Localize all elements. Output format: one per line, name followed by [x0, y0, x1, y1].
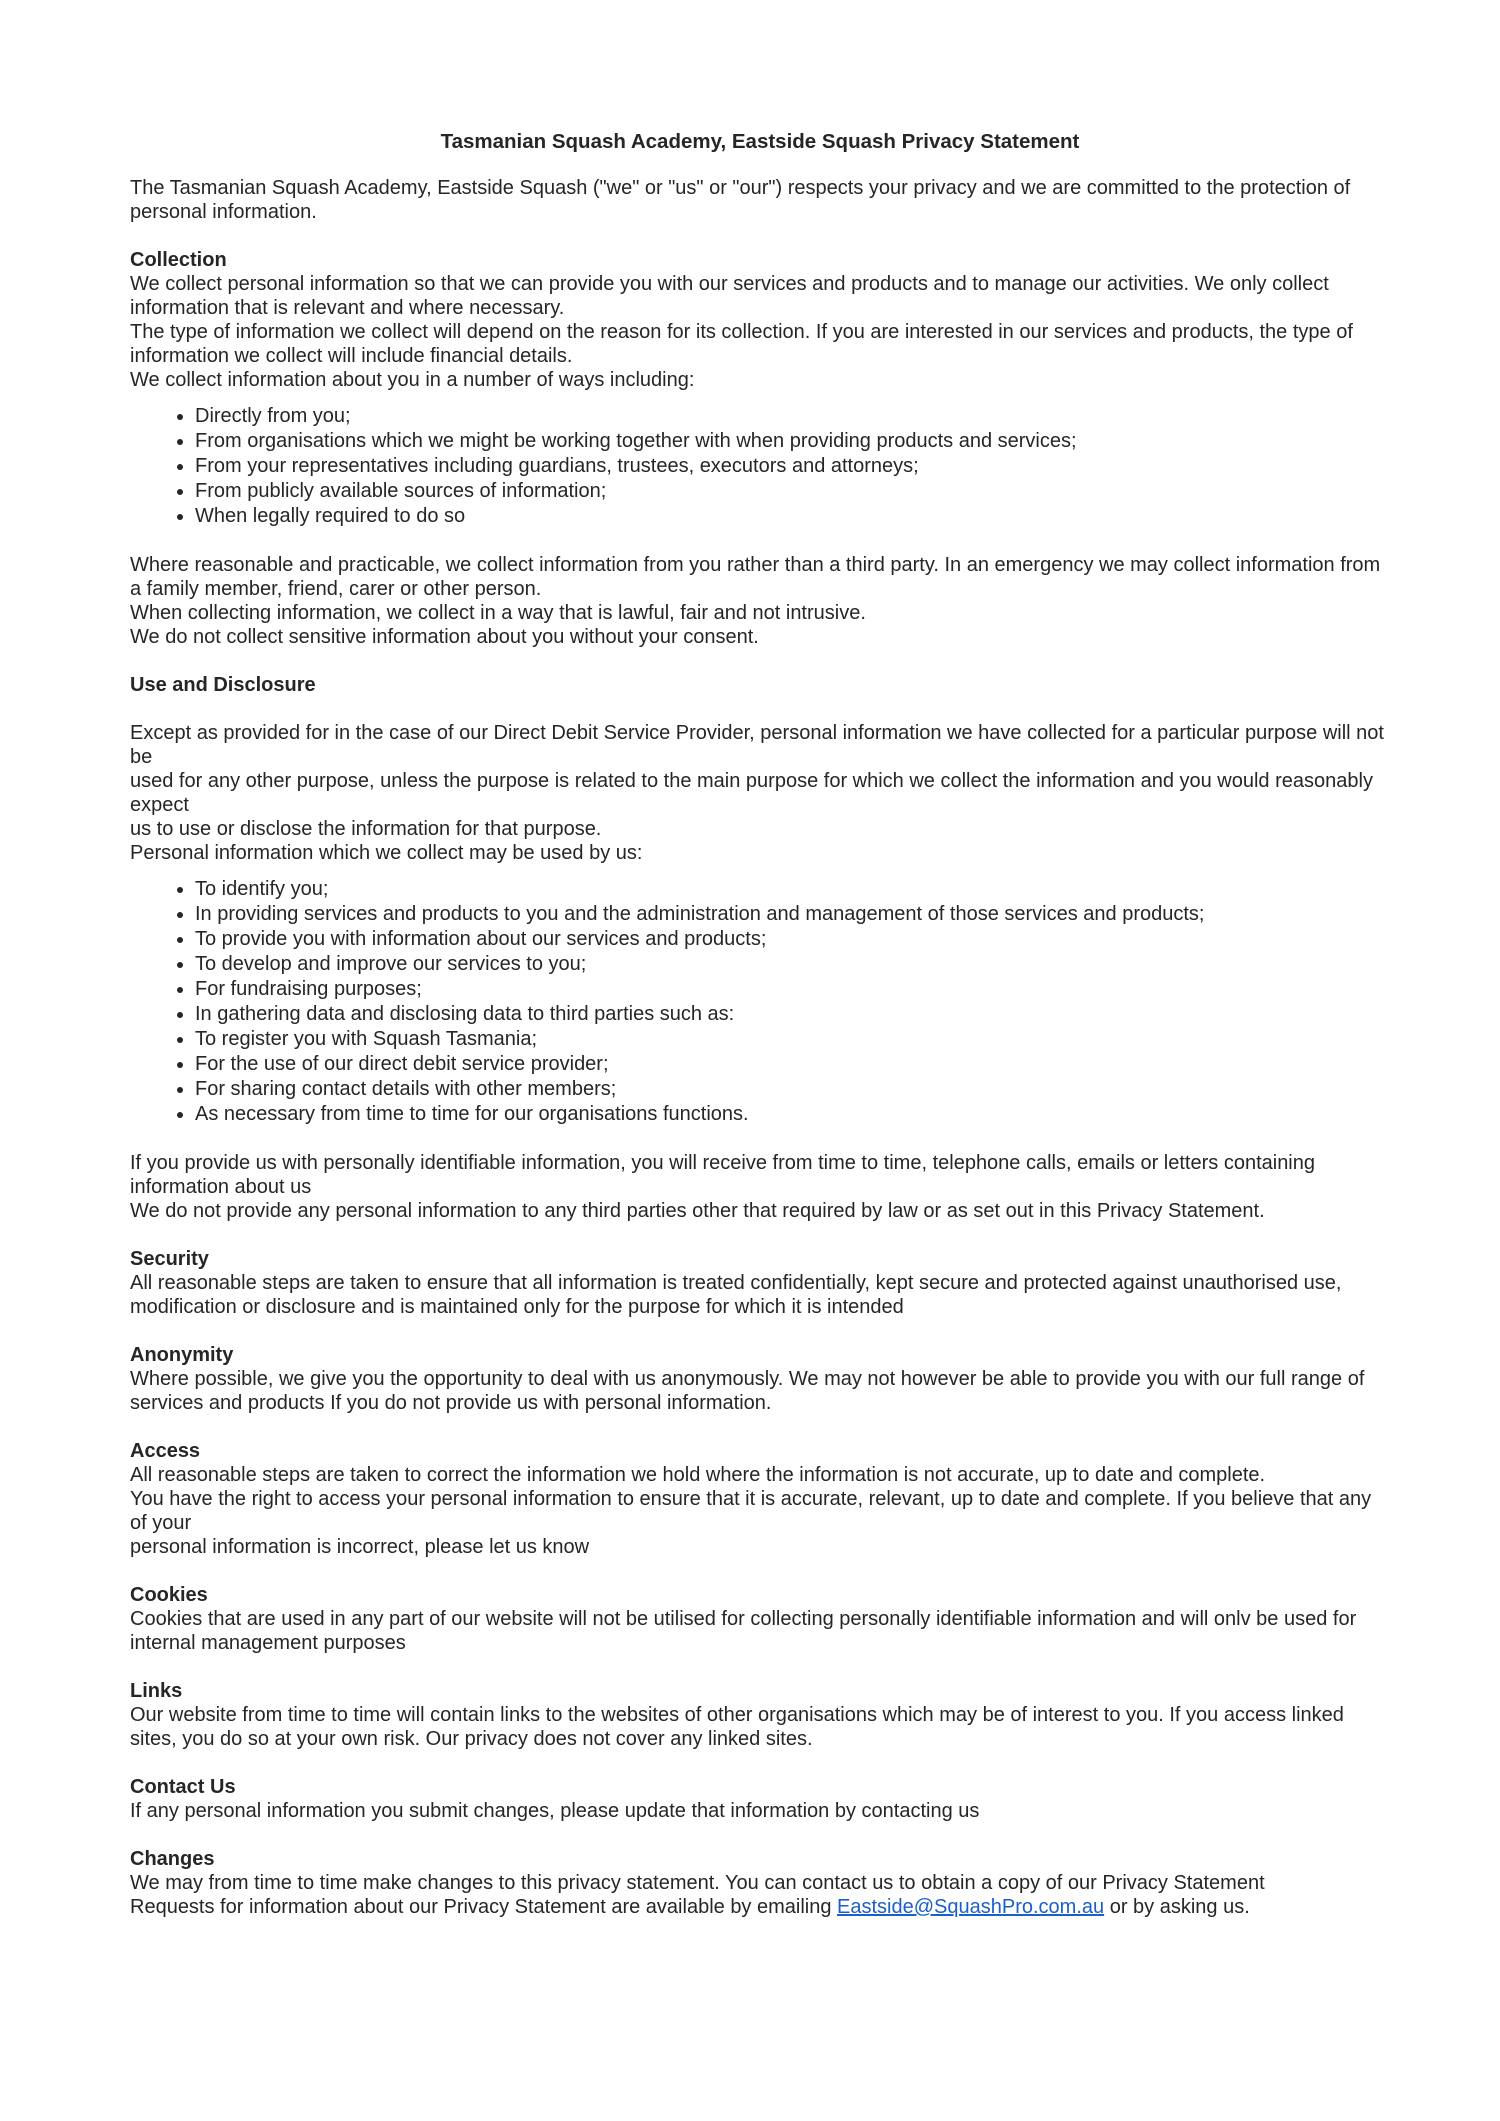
- list-item: • As necessary from time to time for our organisations functions.: [195, 1102, 1390, 1127]
- list-item: • To register you with Squash Tasmania;: [195, 1027, 1390, 1052]
- use-paragraph-6: We do not provide any personal information to any third parties other that required by law or as set out in this Privacy Statement.: [130, 1200, 1265, 1222]
- section-collection: [130, 248, 1390, 649]
- security-text: All reasonable steps are taken to ensure that all information is treated confidentially, kept secure and protected against unauthorised use, modification or disclosure and is maintained only for the purpose for which it is intended: [130, 1272, 1342, 1318]
- collection-paragraph-4: Where reasonable and practicable, we collect information from you rather than a third party. In an emergency we may collect information from a family member, friend, carer or other person.: [130, 554, 1381, 600]
- contact-heading: Contact Us: [130, 1776, 236, 1798]
- email-link[interactable]: Eastside@SquashPro.com.au: [837, 1896, 1105, 1918]
- cookies-text: Cookies that are used in any part of our website will not be utilised for collecting personally identifiable information and will onlv be used for internal management purposes: [130, 1608, 1357, 1654]
- changes-line-2-after: or by asking us.: [1104, 1896, 1250, 1918]
- use-line-3: us to use or disclose the information for that purpose.: [130, 818, 602, 840]
- section-use-disclosure: [130, 673, 1390, 1223]
- list-item: • To identify you;: [195, 877, 1390, 902]
- changes-line-2: [130, 1895, 1390, 1919]
- access-heading: Access: [130, 1440, 201, 1462]
- list-item: • When legally required to do so: [195, 504, 1390, 529]
- list-item: • To develop and improve our services to you;: [195, 952, 1390, 977]
- list-item: • From organisations which we might be working together with when providing products and services;: [195, 429, 1390, 454]
- intro-paragraph: The Tasmanian Squash Academy, Eastside Squash ("we" or "us" or "our") respects your privacy and we are committed to the protection of personal information.: [130, 177, 1351, 223]
- page-title: Tasmanian Squash Academy, Eastside Squash Privacy Statement: [440, 130, 1080, 153]
- changes-heading: Changes: [130, 1848, 215, 1870]
- section-contact: [130, 1775, 1390, 1823]
- changes-line-2-before: Requests for information about our Privacy Statement are available by emailing: [130, 1896, 838, 1918]
- section-links: [130, 1679, 1390, 1751]
- use-paragraph-5: If you provide us with personally identifiable information, you will receive from time to time, telephone calls, emails or letters containing information about us: [130, 1152, 1315, 1198]
- collection-heading: Collection: [130, 249, 227, 271]
- links-heading: Links: [130, 1680, 183, 1702]
- list-item: • For the use of our direct debit service provider;: [195, 1052, 1390, 1077]
- access-line-2: You have the right to access your personal information to ensure that it is accurate, relevant, up to date and complete. If you believe that any of your: [130, 1488, 1372, 1534]
- use-heading: Use and Disclosure: [130, 674, 316, 696]
- collection-list: [130, 404, 1390, 529]
- collection-paragraph-6: We do not collect sensitive information about you without your consent.: [130, 626, 759, 648]
- use-line-2: used for any other purpose, unless the purpose is related to the main purpose for which we collect the information and you would reasonably expect: [130, 770, 1373, 816]
- links-text: Our website from time to time will contain links to the websites of other organisations which may be of interest to you. If you access linked sites, you do so at your own risk. Our privacy does not cover any linked sites.: [130, 1704, 1344, 1750]
- section-changes: [130, 1847, 1390, 1919]
- list-item: • For sharing contact details with other members;: [195, 1077, 1390, 1102]
- use-line-4: Personal information which we collect may be used by us:: [130, 842, 643, 864]
- list-item: • From publicly available sources of information;: [195, 479, 1390, 504]
- changes-line-1: We may from time to time make changes to this privacy statement. You can contact us to obtain a copy of our Privacy Statement: [130, 1872, 1265, 1894]
- section-anonymity: [130, 1343, 1390, 1415]
- access-line-3: personal information is incorrect, please let us know: [130, 1536, 590, 1558]
- spacer: [130, 697, 1390, 721]
- use-list: [130, 877, 1390, 1127]
- list-item: • To provide you with information about our services and products;: [195, 927, 1390, 952]
- list-item: • For fundraising purposes;: [195, 977, 1390, 1002]
- use-line-1: Except as provided for in the case of our Direct Debit Service Provider, personal information we have collected for a particular purpose will not be: [130, 722, 1384, 768]
- list-item: • Directly from you;: [195, 404, 1390, 429]
- list-item: • In gathering data and disclosing data to third parties such as:: [195, 1002, 1390, 1027]
- security-heading: Security: [130, 1248, 209, 1270]
- document-body: [130, 130, 1390, 1919]
- cookies-heading: Cookies: [130, 1584, 208, 1606]
- section-access: [130, 1439, 1390, 1559]
- contact-text: If any personal information you submit changes, please update that information by contacting us: [130, 1800, 980, 1822]
- list-item: • In providing services and products to you and the administration and management of those services and products;: [195, 902, 1390, 927]
- access-line-1: All reasonable steps are taken to correct the information we hold where the information is not accurate, up to date and complete.: [130, 1464, 1266, 1486]
- anonymity-text: Where possible, we give you the opportunity to deal with us anonymously. We may not however be able to provide you with our full range of services and products If you do not provide us with personal information.: [130, 1368, 1365, 1414]
- collection-paragraph-5: When collecting information, we collect in a way that is lawful, fair and not intrusive.: [130, 602, 866, 624]
- anonymity-heading: Anonymity: [130, 1344, 234, 1366]
- collection-paragraph-2: The type of information we collect will depend on the reason for its collection. If you are interested in our services and products, the type of information we collect will include financial details.: [130, 321, 1353, 367]
- collection-paragraph-1: We collect personal information so that we can provide you with our services and products and to manage our activities. We only collect information that is relevant and where necessary.: [130, 273, 1329, 319]
- collection-paragraph-3: We collect information about you in a number of ways including:: [130, 369, 695, 391]
- section-cookies: [130, 1583, 1390, 1655]
- section-security: [130, 1247, 1390, 1319]
- list-item: • From your representatives including guardians, trustees, executors and attorneys;: [195, 454, 1390, 479]
